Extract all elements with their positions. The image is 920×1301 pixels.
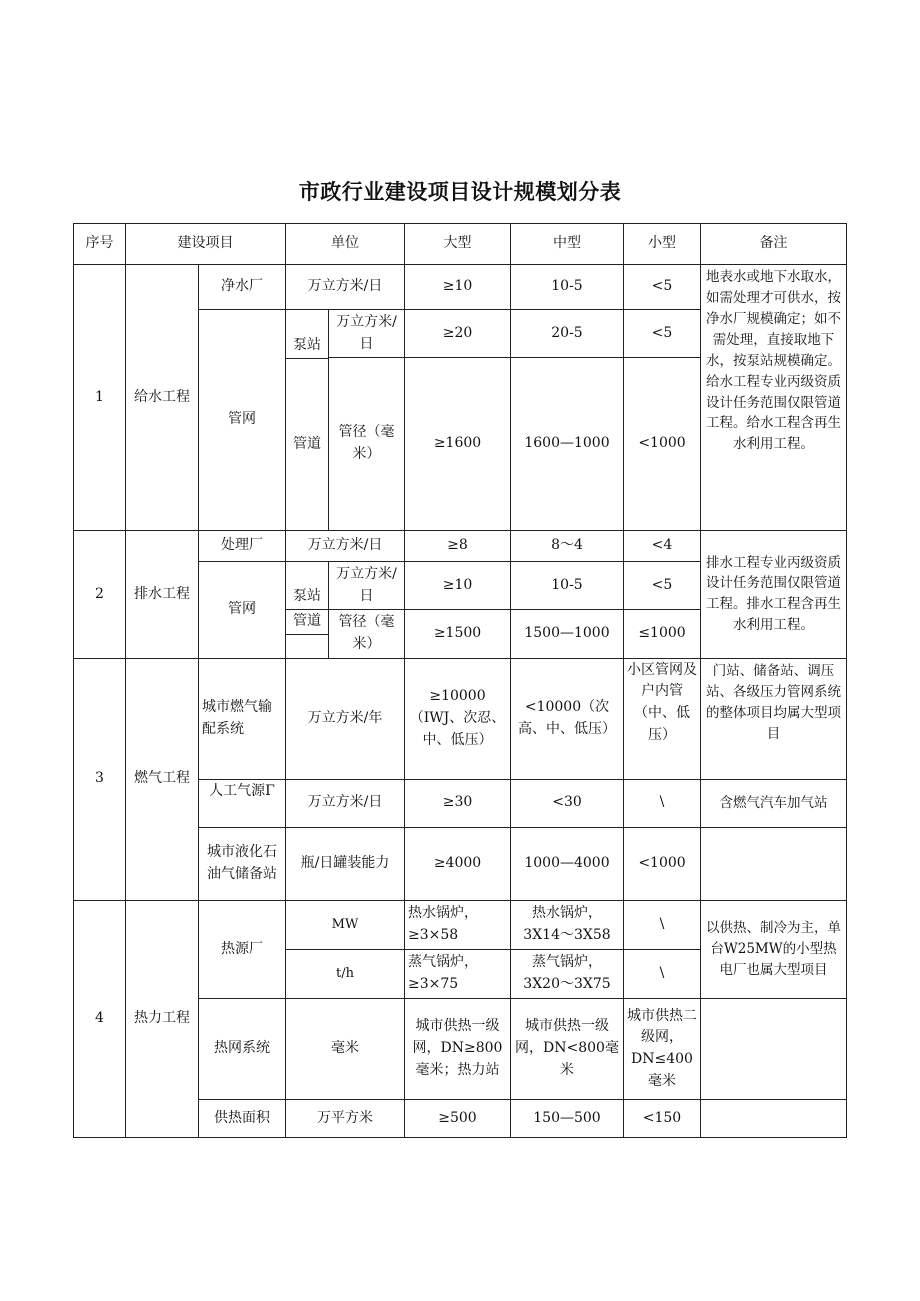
heat-area-unit: 万平方米 <box>286 1099 405 1137</box>
water-pipe-large: ≥1600 <box>405 358 511 531</box>
gas-distribution-small: 小区管网及户内管（中、低压） <box>624 658 701 779</box>
drainage-pump-large: ≥10 <box>405 562 511 610</box>
gas-artificial-large: ≥30 <box>405 779 511 827</box>
table-row <box>74 531 847 562</box>
drainage-seq: 2 <box>74 531 126 659</box>
gas-lpg-small: <1000 <box>624 827 701 900</box>
water-pipe-unit: 管径（毫米） <box>329 358 405 531</box>
gas-artificial-name: 人工气源Γ <box>199 779 286 827</box>
table-row <box>74 658 847 779</box>
heat-mw-large: 热水锅炉，≥3×58 <box>405 900 511 949</box>
heat-source-name: 热源厂 <box>199 900 286 998</box>
heat-network-medium: 城市供热一级网，DN<800毫米 <box>511 998 624 1099</box>
gas-distribution-large: ≥10000（IWJ、次忍、中、低压） <box>405 658 511 779</box>
drainage-plant-large: ≥8 <box>405 531 511 562</box>
gas-lpg-large: ≥4000 <box>405 827 511 900</box>
header-small: 小型 <box>624 224 701 265</box>
water-network: 管网 <box>199 310 286 531</box>
gas-seq: 3 <box>74 658 126 900</box>
drainage-pump-sub: 泵站 <box>286 562 329 610</box>
gas-distribution-medium: <10000（次高、中、低压） <box>511 658 624 779</box>
water-pipe-medium: 1600—1000 <box>511 358 624 531</box>
heat-area-medium: 150—500 <box>511 1099 624 1137</box>
heat-source-remark: 以供热、制冷为主，单台W25MW的小型热电厂也属大型项目 <box>701 900 847 998</box>
gas-distribution-unit: 万立方米/年 <box>286 658 405 779</box>
heat-area-name: 供热面积 <box>199 1099 286 1137</box>
header-remark: 备注 <box>701 224 847 265</box>
heat-network-name: 热网系统 <box>199 998 286 1099</box>
water-plant-large: ≥10 <box>405 265 511 310</box>
drainage-plant-small: <4 <box>624 531 701 562</box>
gas-lpg-remark <box>701 827 847 900</box>
header-project: 建设项目 <box>126 224 286 265</box>
drainage-pipe-unit: 管径（毫米） <box>329 610 405 659</box>
table-row <box>74 265 847 310</box>
water-pump-unit: 万立方米/日 <box>329 310 405 358</box>
header-large: 大型 <box>405 224 511 265</box>
water-seq: 1 <box>74 265 126 531</box>
heat-mw-medium: 热水锅炉，3X14～3X58 <box>511 900 624 949</box>
gas-artificial-medium: <30 <box>511 779 624 827</box>
drainage-plant-medium: 8～4 <box>511 531 624 562</box>
drainage-pipe-sub-spacer <box>286 634 329 658</box>
gas-distribution-remark: 门站、储备站、调压站、各级压力管网系统的整体项目均属大型项目 <box>701 658 847 779</box>
heat-network-small: 城市供热二级网，DN≤400毫米 <box>624 998 701 1099</box>
water-pipe-sub: 管道 <box>286 359 329 531</box>
page-title: 市政行业建设项目设计规模划分表 <box>298 180 622 204</box>
heat-th-unit: t/h <box>286 949 405 998</box>
heat-area-remark <box>701 1099 847 1137</box>
header-row <box>74 224 847 265</box>
gas-artificial-small: \ <box>624 779 701 827</box>
heat-th-large: 蒸气锅炉，≥3×75 <box>405 949 511 998</box>
water-pump-medium: 20-5 <box>511 310 624 358</box>
header-seq: 序号 <box>74 224 126 265</box>
gas-lpg-name: 城市液化石油气储备站 <box>199 827 286 900</box>
gas-lpg-medium: 1000—4000 <box>511 827 624 900</box>
scale-classification-table <box>73 223 847 1138</box>
drainage-pump-unit: 万立方米/日 <box>329 562 405 610</box>
heat-network-large: 城市供热一级网，DN≥800毫米；热力站 <box>405 998 511 1099</box>
heat-th-medium: 蒸气锅炉，3X20～3X75 <box>511 949 624 998</box>
table-row <box>74 900 847 949</box>
header-medium: 中型 <box>511 224 624 265</box>
heat-mw-small: \ <box>624 900 701 949</box>
water-plant-name: 净水厂 <box>199 265 286 310</box>
water-plant-medium: 10-5 <box>511 265 624 310</box>
gas-name: 燃气工程 <box>126 658 199 900</box>
heat-area-large: ≥500 <box>405 1099 511 1137</box>
heat-mw-unit: MW <box>286 900 405 949</box>
header-unit: 单位 <box>286 224 405 265</box>
water-pump-sub: 泵站 <box>286 310 329 359</box>
drainage-pipe-small: ≤1000 <box>624 610 701 659</box>
drainage-pipe-medium: 1500—1000 <box>511 610 624 659</box>
gas-artificial-remark: 含燃气汽车加气站 <box>701 779 847 827</box>
heat-name: 热力工程 <box>126 900 199 1137</box>
drainage-pipe-sub: 管道 <box>286 610 329 635</box>
gas-artificial-unit: 万立方米/日 <box>286 779 405 827</box>
gas-distribution-name: 城市燃气输配系统 <box>199 658 286 779</box>
drainage-plant-name: 处理厂 <box>199 531 286 562</box>
gas-lpg-unit: 瓶/日罐装能力 <box>286 827 405 900</box>
water-pipe-small: <1000 <box>624 358 701 531</box>
drainage-pump-medium: 10-5 <box>511 562 624 610</box>
water-plant-small: <5 <box>624 265 701 310</box>
drainage-remark: 排水工程专业丙级资质设计任务范围仅限管道工程。排水工程含再生水利用工程。 <box>701 531 847 659</box>
heat-network-remark <box>701 998 847 1099</box>
drainage-name: 排水工程 <box>126 531 199 659</box>
water-pump-small: <5 <box>624 310 701 358</box>
drainage-pipe-large: ≥1500 <box>405 610 511 659</box>
heat-th-small: \ <box>624 949 701 998</box>
heat-area-small: <150 <box>624 1099 701 1137</box>
water-plant-unit: 万立方米/日 <box>286 265 405 310</box>
heat-network-unit: 毫米 <box>286 998 405 1099</box>
heat-seq: 4 <box>74 900 126 1137</box>
water-pump-large: ≥20 <box>405 310 511 358</box>
water-name: 给水工程 <box>126 265 199 531</box>
drainage-plant-unit: 万立方米/日 <box>286 531 405 562</box>
drainage-network: 管网 <box>199 562 286 659</box>
water-remark: 地表水或地下水取水，如需处理才可供水，按净水厂规模确定；如不需处理，直接取地下水，按泵站规模确定。给水工程专业丙级资质设计任务范围仅限管道工程。给水工程含再生水利用工程。 <box>701 265 847 531</box>
drainage-pump-small: <5 <box>624 562 701 610</box>
